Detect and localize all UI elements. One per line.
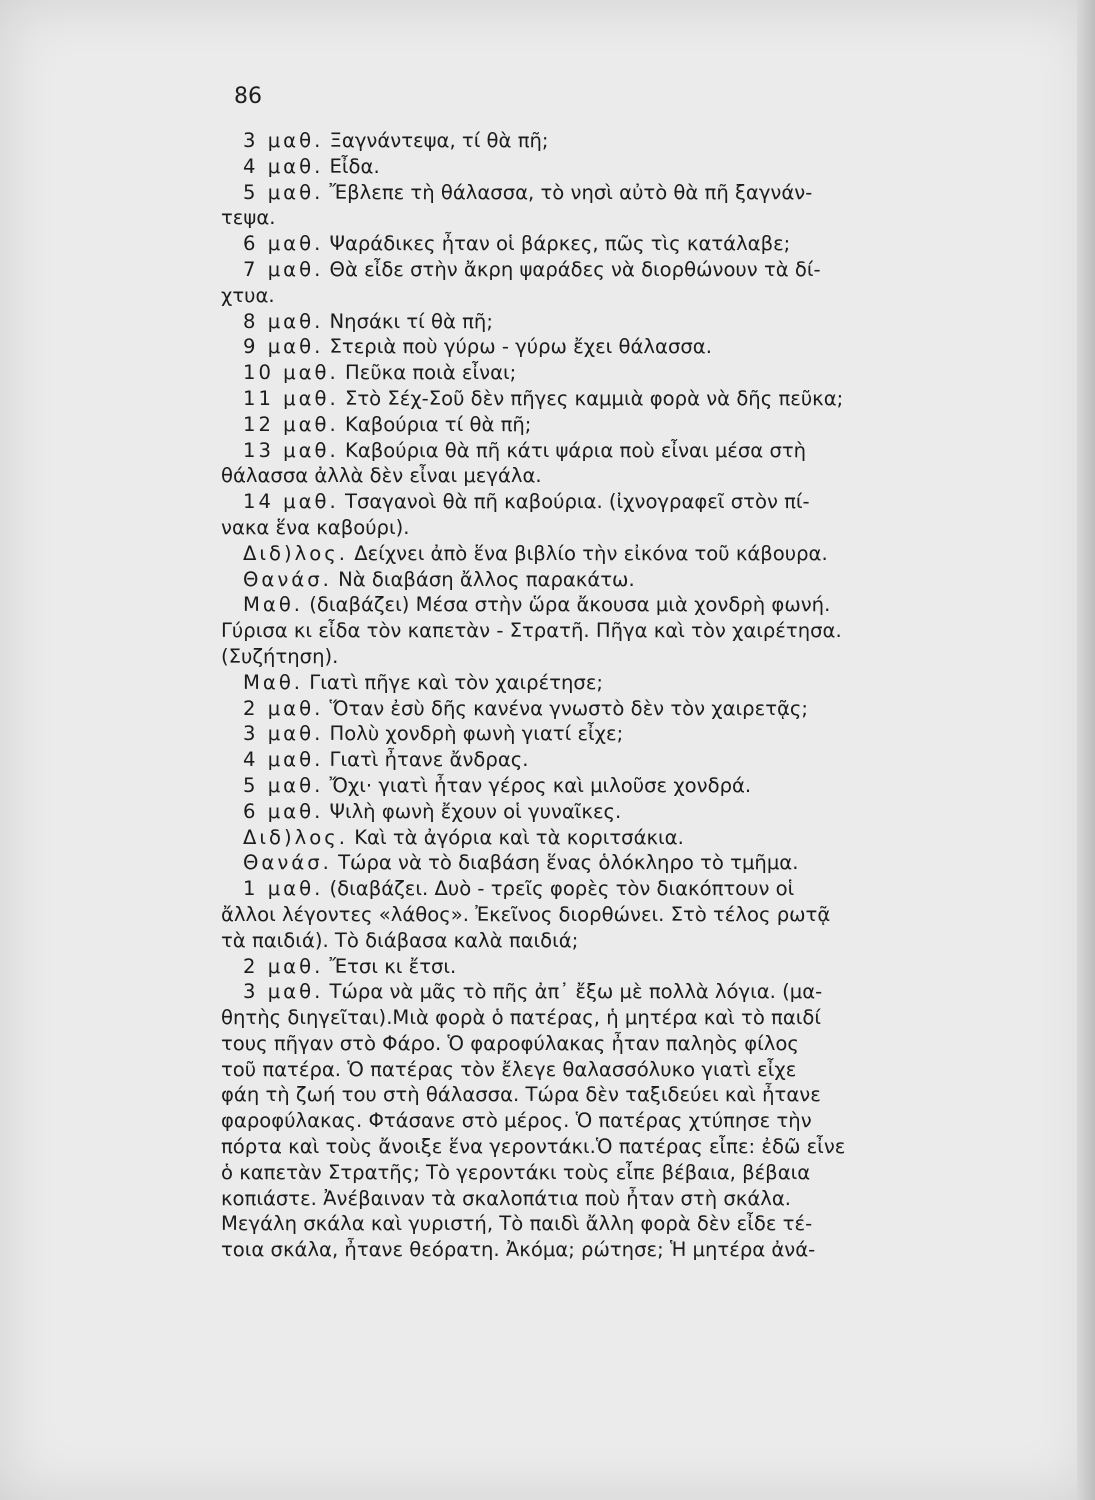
line-text: Θὰ εἶδε στὴν ἄκρη ψαράδες νὰ διορθώνουν τὰ δί- [323, 257, 821, 281]
line-text: Ὄχι· γιατὶ ἦταν γέρος καὶ μιλοῦσε χονδρά. [323, 773, 752, 797]
text-line [221, 644, 961, 670]
line-text: Γιατὶ ἦτανε ἄνδρας. [323, 748, 529, 772]
line-text: θητὴς διηγεῖται).Μιὰ φορὰ ὁ πατέρας, ἡ μητέρα καὶ τὸ παιδί [221, 1006, 822, 1030]
speaker-label: Διδ)λος. [243, 541, 348, 565]
line-text: τεψα. [221, 206, 276, 230]
speaker-label: 10 μαθ. [243, 361, 339, 385]
text-line [221, 412, 961, 438]
line-text: κοπιάστε. Ἀνέβαιναν τὰ σκαλοπάτια ποὺ ἦταν στὴ σκάλα. [221, 1186, 791, 1210]
speaker-label: 5 μαθ. [243, 180, 324, 204]
speaker-label: 3 μαθ. [243, 129, 324, 152]
text-line [221, 773, 961, 799]
text-line [221, 128, 961, 154]
body-text [221, 128, 961, 1263]
text-line [221, 721, 961, 747]
text-line [221, 205, 961, 231]
line-text: θάλασσα ἀλλὰ δὲν εἶναι μεγάλα. [221, 464, 542, 488]
line-text: Ἔβλεπε τὴ θάλασσα, τὸ νησὶ αὐτὸ θὰ πῆ ξαγνάν- [323, 180, 813, 204]
text-line [221, 670, 961, 696]
text-line [221, 1160, 961, 1186]
line-text: Στὸ Σέχ-Σοῦ δὲν πῆγες καμμιὰ φορὰ νὰ δῆς πεῦκα; [338, 386, 844, 410]
line-text: Ψαράδικες ἦταν οἱ βάρκες, πῶς τὶς κατάλαβε; [323, 232, 791, 256]
line-text: Καβούρια τί θὰ πῆ; [338, 412, 532, 436]
speaker-label: 4 μαθ. [243, 154, 324, 178]
speaker-label: Θανάσ. [243, 851, 332, 875]
speaker-label: 8 μαθ. [243, 309, 324, 333]
text-line [221, 463, 961, 489]
line-text: πόρτα καὶ τοὺς ἄνοιξε ἕνα γεροντάκι.Ὁ πατέρας εἶπε: ἐδῶ εἶνε [221, 1135, 846, 1159]
speaker-label: 3 μαθ. [243, 980, 324, 1004]
line-text: Δείχνει ἀπὸ ἕνα βιβλίο τὴν εἰκόνα τοῦ κάβουρα. [347, 541, 828, 565]
text-line [221, 1134, 961, 1160]
text-line [221, 180, 961, 206]
text-line [221, 1186, 961, 1212]
line-text: τοῦ πατέρα. Ὁ πατέρας τὸν ἔλεγε θαλασσόλυκο γιατὶ εἶχε [221, 1057, 797, 1081]
text-line [221, 696, 961, 722]
speaker-label: 14 μαθ. [243, 490, 339, 514]
line-text: φαροφύλακας. Φτάσανε στὸ μέρος. Ὁ πατέρας χτύπησε τὴν [221, 1109, 812, 1133]
text-line [221, 283, 961, 309]
line-text: (διαβάζει) Μέσα στὴν ὥρα ἄκουσα μιὰ χονδρὴ φωνή. [303, 593, 831, 617]
speaker-label: 5 μαθ. [243, 773, 324, 797]
text-line [221, 334, 961, 360]
text-line [221, 567, 961, 593]
text-line [221, 1057, 961, 1083]
line-text: Πολὺ χονδρὴ φωνὴ γιατί εἶχε; [323, 722, 624, 746]
line-text: τὰ παιδιά). Τὸ διάβασα καλὰ παιδιά; [221, 928, 579, 952]
line-text: νακα ἕνα καβούρι). [221, 515, 410, 539]
line-text: ἄλλοι λέγοντες «λάθος». Ἐκεῖνος διορθώνει. Στὸ τέλος ρωτᾷ [221, 902, 831, 926]
line-text: Εἶδα. [323, 154, 380, 178]
text-line [221, 515, 961, 541]
text-line [221, 618, 961, 644]
text-line [221, 1108, 961, 1134]
line-text: (διαβάζει. Δυὸ - τρεῖς φορὲς τὸν διακόπτουν οἱ [323, 877, 795, 901]
speaker-label: Μαθ. [243, 593, 304, 617]
line-text: φάη τὴ ζωή του στὴ θάλασσα. Τώρα δὲν ταξιδεύει καὶ ἦτανε [221, 1083, 821, 1107]
speaker-label: 11 μαθ. [243, 386, 339, 410]
page-edge [1077, 0, 1095, 1500]
speaker-label: Μαθ. [243, 670, 304, 694]
line-text: Νησάκι τί θὰ πῆ; [323, 309, 493, 333]
speaker-label: Θανάσ. [243, 567, 332, 591]
speaker-label: 9 μαθ. [243, 335, 324, 359]
text-line [221, 1211, 961, 1237]
line-text: Ἔτσι κι ἔτσι. [323, 954, 457, 978]
line-text: Ὅταν ἐσὺ δῆς κανένα γνωστὸ δὲν τὸν χαιρετᾷς; [323, 696, 809, 720]
speaker-label: 2 μαθ. [243, 954, 324, 978]
line-text: (Συζήτηση). [221, 644, 339, 668]
line-text: Μεγάλη σκάλα καὶ γυριστή, Τὸ παιδὶ ἄλλη φορὰ δὲν εἶδε τέ- [221, 1212, 813, 1236]
speaker-label: 6 μαθ. [243, 232, 324, 256]
line-text: ὁ καπετὰν Στρατῆς; Τὸ γεροντάκι τοὺς εἶπε βέβαια, βέβαια [221, 1160, 811, 1184]
speaker-label: 7 μαθ. [243, 257, 324, 281]
text-line [221, 928, 961, 954]
text-line [221, 438, 961, 464]
line-text: τους πῆγαν στὸ Φάρο. Ὁ φαροφύλακας ἦταν παληὸς φίλος [221, 1031, 799, 1055]
line-text: Ψιλὴ φωνὴ ἔχουν οἱ γυναῖκες. [323, 799, 622, 823]
text-line [221, 825, 961, 851]
speaker-label: Διδ)λος. [243, 825, 348, 849]
line-text: Καὶ τὰ ἀγόρια καὶ τὰ κοριτσάκια. [347, 825, 684, 849]
text-line [221, 541, 961, 567]
speaker-label: 6 μαθ. [243, 799, 324, 823]
text-line [221, 1005, 961, 1031]
text-line [221, 1082, 961, 1108]
line-text: Γύρισα κι εἶδα τὸν καπετὰν - Στρατῆ. Πῆγα καὶ τὸν χαιρέτησα. [221, 619, 842, 643]
line-text: Στεριὰ ποὺ γύρω - γύρω ἔχει θάλασσα. [323, 335, 712, 359]
line-text: χτυα. [221, 283, 275, 307]
line-text: Καβούρια θὰ πῆ κάτι ψάρια ποὺ εἶναι μέσα στὴ [338, 438, 807, 462]
text-line [221, 1237, 961, 1263]
text-line [221, 1031, 961, 1057]
text-line [221, 876, 961, 902]
text-line [221, 257, 961, 283]
line-text: Τώρα νὰ μᾶς τὸ πῆς ἀπ᾽ ἔξω μὲ πολλὰ λόγια. (μα- [323, 980, 823, 1004]
line-text: Γιατὶ πῆγε καὶ τὸν χαιρέτησε; [303, 670, 604, 694]
text-line [221, 799, 961, 825]
line-text: Ξαγνάντεψα, τί θὰ πῆ; [323, 129, 549, 152]
text-line [221, 154, 961, 180]
page-number: 86 [234, 84, 262, 109]
line-text: τοια σκάλα, ἦτανε θεόρατη. Ἀκόμα; ρώτησε; Ἡ μητέρα ἀνά- [221, 1238, 816, 1262]
speaker-label: 4 μαθ. [243, 748, 324, 772]
speaker-label: 2 μαθ. [243, 696, 324, 720]
text-line [221, 954, 961, 980]
text-line [221, 850, 961, 876]
text-line [221, 592, 961, 618]
text-line [221, 489, 961, 515]
text-line [221, 231, 961, 257]
speaker-label: 13 μαθ. [243, 438, 339, 462]
text-line [221, 309, 961, 335]
line-text: Πεῦκα ποιὰ εἶναι; [338, 361, 517, 385]
speaker-label: 1 μαθ. [243, 877, 324, 901]
line-text: Τώρα νὰ τὸ διαβάση ἕνας ὁλόκληρο τὸ τμῆμα. [331, 851, 799, 875]
speaker-label: 12 μαθ. [243, 412, 339, 436]
text-line [221, 360, 961, 386]
text-line [221, 902, 961, 928]
line-text: Νὰ διαβάση ἄλλος παρακάτω. [331, 567, 635, 591]
line-text: Τσαγανοὶ θὰ πῆ καβούρια. (ἰχνογραφεῖ στὸν πί- [338, 490, 810, 514]
speaker-label: 3 μαθ. [243, 722, 324, 746]
text-line [221, 979, 961, 1005]
text-line [221, 386, 961, 412]
text-line [221, 747, 961, 773]
